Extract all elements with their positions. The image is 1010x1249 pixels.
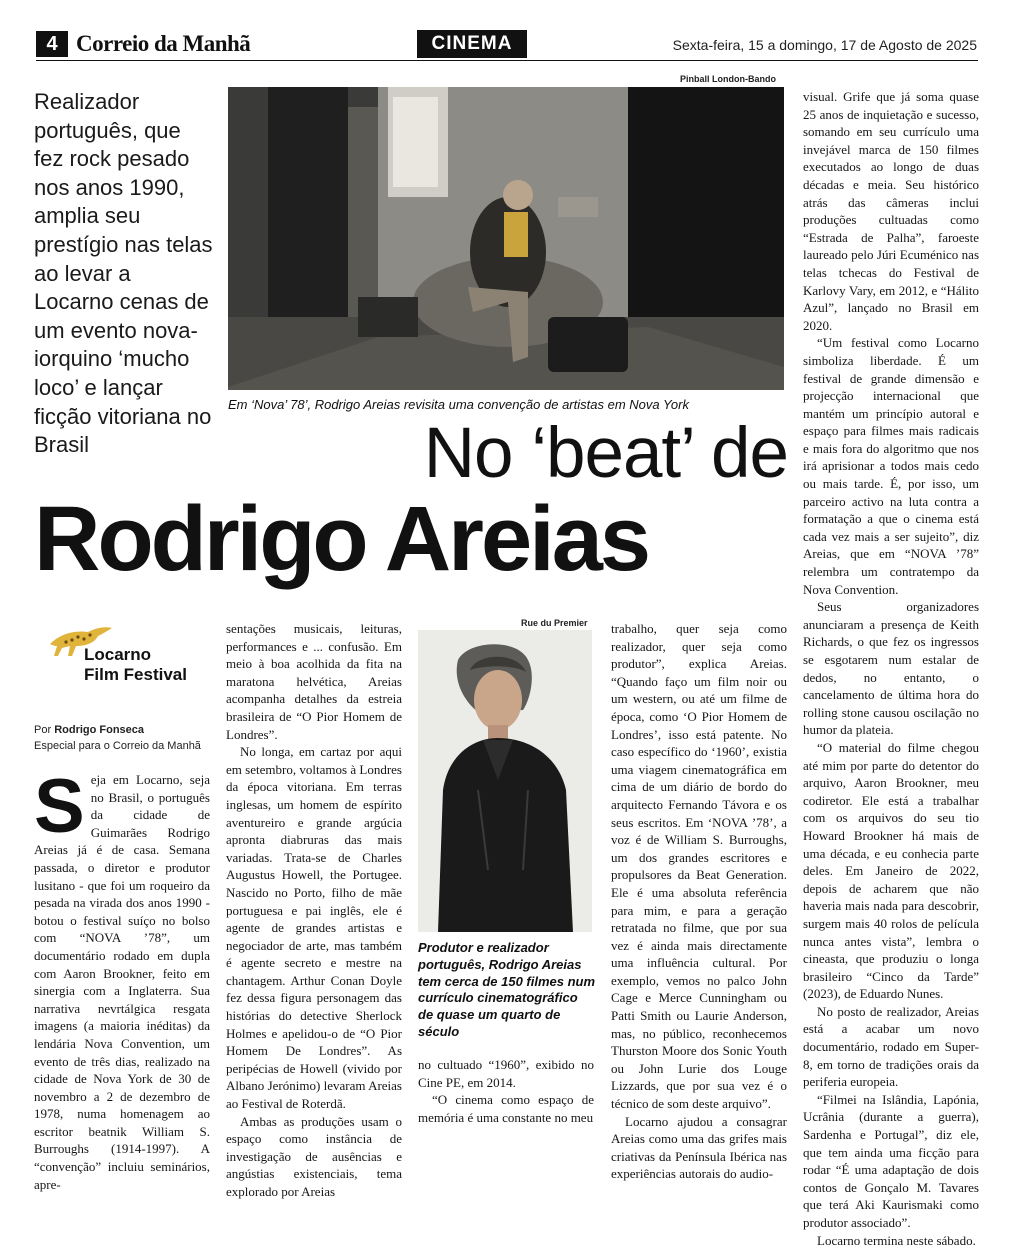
- headline-line-2: Rodrigo Areias: [34, 488, 649, 590]
- main-photo-illustration: [228, 87, 784, 390]
- paragraph: sentações musicais, leituras, performances e ... confusão. Em meio à boa acolhida da fita na maratona helvética, Areias acompanha detalhes da estreia brasileira de “O Pior Homem de Londres”.: [226, 621, 402, 742]
- paragraph: Locarno ajudou a consagrar Areias como uma das grifes mais criativas da Península Ibérica nas experiências autorais do audio-: [611, 1113, 787, 1182]
- newspaper-name: Correio da Manhã: [76, 31, 251, 56]
- byline-prefix: Por: [34, 724, 52, 736]
- byline-author: Rodrigo Fonseca: [54, 724, 145, 736]
- paragraph: Locarno termina neste sábado.: [817, 1232, 976, 1248]
- photo-caption-secondary: Produtor e realizador português, Rodrigo Areias tem cerca de 150 filmes num currículo cinematográfico de quase um quarto de século: [418, 940, 596, 1039]
- article-column-5: [803, 88, 979, 1249]
- headline-line-1: No ‘beat’ de: [423, 414, 788, 493]
- byline: [34, 722, 201, 754]
- drop-cap: S: [34, 764, 85, 849]
- article-column-2: [226, 620, 402, 1201]
- logo-line-1: Locarno: [84, 645, 152, 664]
- article-column-1: [34, 764, 210, 1193]
- photo-credit-secondary: Rue du Premier: [521, 618, 588, 628]
- logo-line-2: Film Festival: [84, 665, 187, 684]
- paragraph: eja em Locarno, seja no Brasil, o português da cidade de Guimarães Rodrigo Areias já é de casa. Semana passada, o diretor e produtor lusitano - que foi um roqueiro da pesada na virada dos anos 1990 - botou o festival suíço no bolso com “NOVA ’78”, um documentário rodado em dupla com Aaron Brookner, feito em sinergia com a Inglaterra. Sua narrativa nevrtálgica resgata imagens (a maioria inéditas) da lendária Nova Convention, um evento de três dias, realizado na cidade de Nova York de 30 de novembro a 2 de dezembro de 1978, numa homenagem ao escritor beatnik William S. Burroughs (1914-1997). A “convenção” incluiu seminários, apre-: [34, 772, 210, 1192]
- paragraph: “Filmei na Islândia, Lapónia, Ucrânia (durante a guerra), Sardenha e Portugal”, diz ele, que tem ainda uma ficção para rodar “É uma adaptação de dois contos de Gonçalo M. Tavares que terá Aki Kaurismaki como produtor associado”.: [803, 1091, 979, 1230]
- paragraph: no cultuado “1960”, exibido no Cine PE, em 2014.: [418, 1057, 594, 1090]
- paragraph: Ambas as produções usam o espaço como instância de investigação de ausências e angústias existenciais, tema explorado por Areias: [226, 1113, 402, 1199]
- issue-date: Sexta-feira, 15 a domingo, 17 de Agosto de 2025: [672, 37, 977, 53]
- main-photo: [228, 87, 784, 390]
- paragraph: “O material do filme chegou até mim por parte do detentor do arquivo, Aaron Brookner, meu codiretor. Ele está a trabalhar com os arquivos do seu tio Howard Brookner há mais de uma década, e eu conhecia parte deles. Em Janeiro de 2022, depois de acharem que não haveria mais nada para descobrir, surgem mais 40 rolos de película nunca antes vista”, lembra o cineasta, que produziu o longa brasileiro “Cinco da Tarde” (2023), de Eduardo Nunes.: [803, 739, 979, 1002]
- article-column-4: [611, 620, 787, 1183]
- locarno-logo-text: [84, 645, 187, 685]
- section-label: CINEMA: [417, 30, 527, 58]
- paragraph: visual. Grife que já soma quase 25 anos de inquietação e sucesso, somando em seu currículo uma invejável marca de 150 filmes executados ao longo de duas décadas e meia. Seu histórico atrás das câmeras inclui produções cultuadas como “Estrada de Palha”, faroeste laureado pelo Júri Ecuménico nas telas tchecas do Festival de Karlovy Vary, em 2012, e “Hálito Azul”, lançado no Brasil em 2020.: [803, 89, 979, 333]
- photo-caption-main: Em ‘Nova’ 78’, Rodrigo Areias revisita uma convenção de artistas em Nova York: [228, 397, 689, 412]
- paragraph: “Um festival como Locarno simboliza liberdade. É um festival de grande dimensão e projecção internacional que mantém um princípio autoral e espaço para filmes mais radicais e mais fora do algoritmo que nos irá aprisionar a todos mais cedo ou mais tarde. É, por isso, um parceiro activo na luta contra a formatação a que o cinema está cada vez mais a ser sujeito”, diz Areias, que em “NOVA ’78” relembra um contratempo da Nova Convention.: [803, 335, 979, 597]
- paragraph: No posto de realizador, Areias está a acabar um novo documentário, rodado em Super-8, em torno de tradições orais da periferia europeia.: [803, 1003, 979, 1090]
- portrait-photo-illustration: [418, 630, 592, 932]
- byline-role: Especial para o Correio da Manhã: [34, 740, 201, 752]
- article-column-3: [418, 1056, 594, 1126]
- paragraph: “O cinema como espaço de memória é uma constante no meu: [418, 1092, 594, 1125]
- paragraph: trabalho, quer seja como realizador, quer seja como produtor”, explica Areias. “Quando faço um film noir ou um western, ou até um filme de época, como ‘O Pior Homem de Londres’, isso está patente. No caso específico do ‘1960’, existia uma viagem cinematográfica em cima de um diário de bordo do arquitecto Fernando Távora e os seus escritos. Em ‘NOVA ’78’, a voz é de William S. Burroughs, um dos grandes escritores e propulsores da Beat Generation. Ele é uma absoluta referência para mim, e para a geração retratada no filme, que por sua vez é ainda mais directamente uma influência cultural. Por exemplo, vemos no palco John Cage e Merce Cunningham ou Patti Smith ou Laurie Anderson, mas, no público, reconhecemos Thurston Moore dos Sonic Youth ou John Lurie dos Louge Lizzards, que por sua vez é o técnico de som deste arquivo”.: [611, 621, 787, 1112]
- portrait-photo: [418, 630, 592, 932]
- paragraph: No longa, em cartaz por aqui em setembro, voltamos à Londres da época vitoriana. Em terras inglesas, um homem de espírito aventureiro e grande argúcia apronta diabruras das mais variadas. Trata-se de Charles Augustus Howell, the Portugee. Nascido no Porto, filho de mãe portuguesa e pai inglês, ele é agente de grandes artistas e negociador de arte, mas também é agente secreto e mestre na chantagem. Arthur Conan Doyle fez dessa figura personagem das histórias do detective Sherlock Holmes e apelidou-o de “O Pior Homem De Londres”. As peripécias de Howell (vivido por Albano Jerónimo) levaram Areias ao Festival de Roterdã.: [226, 744, 402, 1112]
- page-number: 4: [36, 31, 68, 57]
- paragraph: Seus organizadores anunciaram a presença de Keith Richards, o que fez os ingressos se esgotarem num estalar de dedos, no entanto, o cancelamento de última hora do rolling stone causou oscilação no humor da plateia.: [803, 599, 979, 738]
- header-rule: [36, 60, 978, 61]
- article-deck: Realizador português, que fez rock pesado nos anos 1990, amplia seu prestígio nas telas ao levar a Locarno cenas de um evento nova-iorquino ‘mucho loco’ e lançar ficção vitoriana no Brasil: [34, 89, 213, 458]
- photo-credit-main: Pinball London-Bando: [680, 74, 776, 84]
